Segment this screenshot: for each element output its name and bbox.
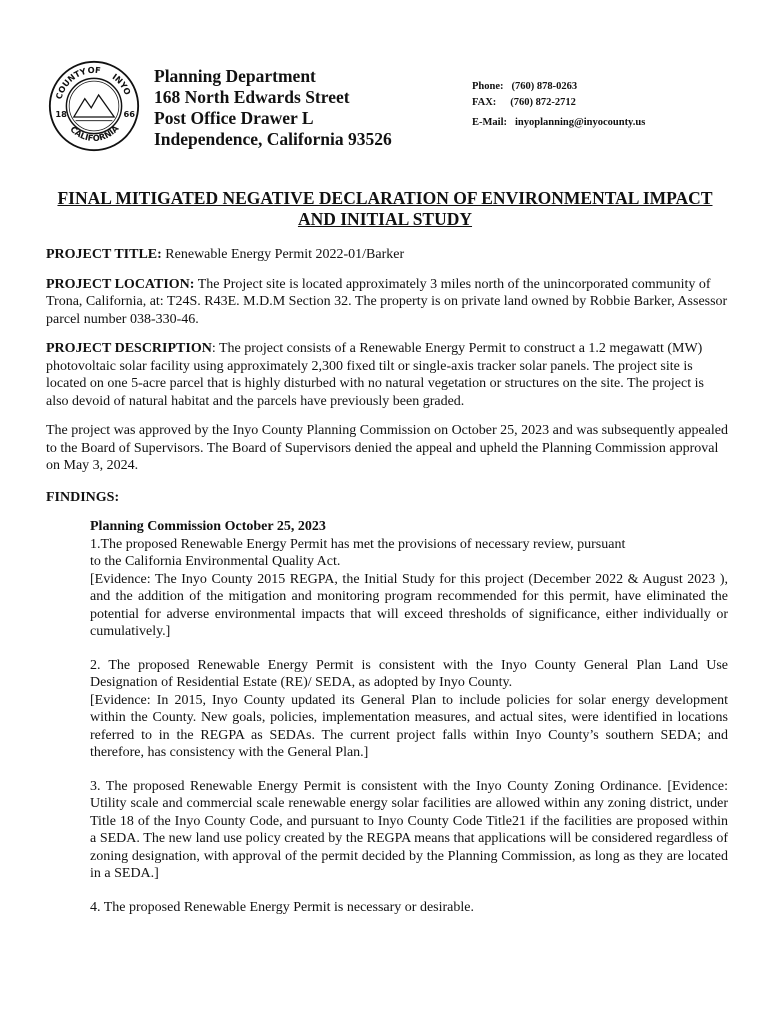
project-approval-paragraph: The project was approved by the Inyo County Planning Commission on October 25, 2023 and was subsequently appealed to the Board of Supervisors. The Board of Supervisors denied the appeal and upheld the Planning Commission approval on May 3, 2024. xyxy=(46,423,728,473)
seal-ring-text-bottom: CALIFORNIA xyxy=(68,123,121,144)
phone-label: Phone: xyxy=(472,81,504,92)
document-title-line-2: AND INITIAL STUDY xyxy=(297,209,473,229)
contact-fax-row xyxy=(472,95,645,111)
contact-email-row xyxy=(472,115,645,131)
project-location-paragraph xyxy=(46,276,728,329)
email-label: E-Mail: xyxy=(472,117,507,128)
seal-year-left: 18 xyxy=(55,109,67,120)
project-location-label: PROJECT LOCATION: xyxy=(46,276,195,292)
project-title-paragraph xyxy=(46,246,728,264)
address-line-city: Independence, California 93526 xyxy=(154,129,392,149)
finding-1-line-1: 1.The proposed Renewable Energy Permit has met the provisions of necessary review, pursuant xyxy=(90,536,626,552)
finding-1 xyxy=(90,518,728,641)
project-description-label: PROJECT DESCRIPTION xyxy=(46,341,212,356)
finding-2-text: 2. The proposed Renewable Energy Permit is consistent with the Inyo County General Plan Land Use Designation of Residential Estate (RE)/ SEDA, as adopted by Inyo County. xyxy=(90,657,728,690)
finding-2 xyxy=(90,657,728,762)
county-seal-graphic xyxy=(48,60,140,152)
project-title-label: PROJECT TITLE: xyxy=(46,247,162,262)
findings-heading: FINDINGS: xyxy=(46,489,120,505)
fax-label: FAX: xyxy=(472,97,497,108)
seal-ring-text-top-inyo: INYO xyxy=(110,71,133,97)
project-title-text: Renewable Energy Permit 2022-01/Barker xyxy=(165,247,405,262)
finding-3: 3. The proposed Renewable Energy Permit is consistent with the Inyo County Zoning Ordinance. [Evidence: Utility scale and commercial scale renewable energy solar facilities are allowed within any zoning district, under Title 18 of the Inyo County Code, and pursuant to Inyo County Code Title21 if the facilities are proposed within a SEDA. The new land use policy created by the REGPA means that applications will be considered regardless of zoning designation, with approval of the permit decided by the Planning Commission, as long as they are located in a SEDA.] xyxy=(90,778,728,881)
fax-number: (760) 872-2712 xyxy=(510,97,576,108)
address-line-street: 168 North Edwards Street xyxy=(154,87,350,107)
county-seal xyxy=(48,60,140,152)
document-title-line-1: FINAL MITIGATED NEGATIVE DECLARATION OF ENVIRONMENTAL IMPACT xyxy=(57,188,713,208)
document-body xyxy=(46,246,728,932)
findings-list xyxy=(90,518,728,916)
email-address: inyoplanning@inyocounty.us xyxy=(515,117,646,128)
finding-1-evidence: [Evidence: The Inyo County 2015 REGPA, the Initial Study for this project (December 2022 & August 2023 ), and the addition of the mitigation and monitoring program recommended for this permit, have eliminated the potential for adverse environmental impacts that will exceed thresholds of significance, either individually or cumulatively.] xyxy=(90,571,728,639)
department-address xyxy=(154,66,392,150)
seal-mountain-icon xyxy=(74,95,114,121)
contact-info xyxy=(472,79,645,131)
seal-ring-text-top-of: OF xyxy=(87,64,102,76)
address-line-department: Planning Department xyxy=(154,66,316,86)
contact-phone-row xyxy=(472,79,645,95)
finding-4: 4. The proposed Renewable Energy Permit is necessary or desirable. xyxy=(90,899,474,915)
project-location-text: The Project site is located approximately 3 miles north of the unincorporated community of Trona, California, at: T24S. R43E. M.D.M Section 32. The property is on private land owned by Robbie Barker, Assessor parcel number 038-330-46. xyxy=(46,276,728,327)
project-description-text: : The project consists of a Renewable Energy Permit to construct a 1.2 megawatt (MW) photovoltaic solar facility using approximately 2,300 fixed tilt or single-axis tracker solar panels. The project site is located on one 5-acre parcel that is highly disturbed with no natural vegetation or structures on the site. The project is also devoid of natural habitat and the parcels have previously been graded. xyxy=(46,341,704,409)
finding-2-evidence: [Evidence: In 2015, Inyo County updated its General Plan to include policies for solar energy development within the County. New goals, policies, implementation measures, and actual sites, were identified in locations referred to in the REGPA as SEDAs. The current project falls within Inyo County’s southern SEDA; and therefore, has consistency with the General Plan.] xyxy=(90,692,728,760)
seal-ring-text-top: COUNTY xyxy=(53,65,88,101)
finding-1-line-2: to the California Environmental Quality Act. xyxy=(90,554,341,569)
seal-year-right: 66 xyxy=(123,109,135,120)
address-line-po-box: Post Office Drawer L xyxy=(154,108,314,128)
planning-commission-heading: Planning Commission October 25, 2023 xyxy=(90,519,326,534)
document-title xyxy=(40,188,730,230)
project-description-paragraph xyxy=(46,340,728,410)
phone-number: (760) 878-0263 xyxy=(511,81,578,92)
